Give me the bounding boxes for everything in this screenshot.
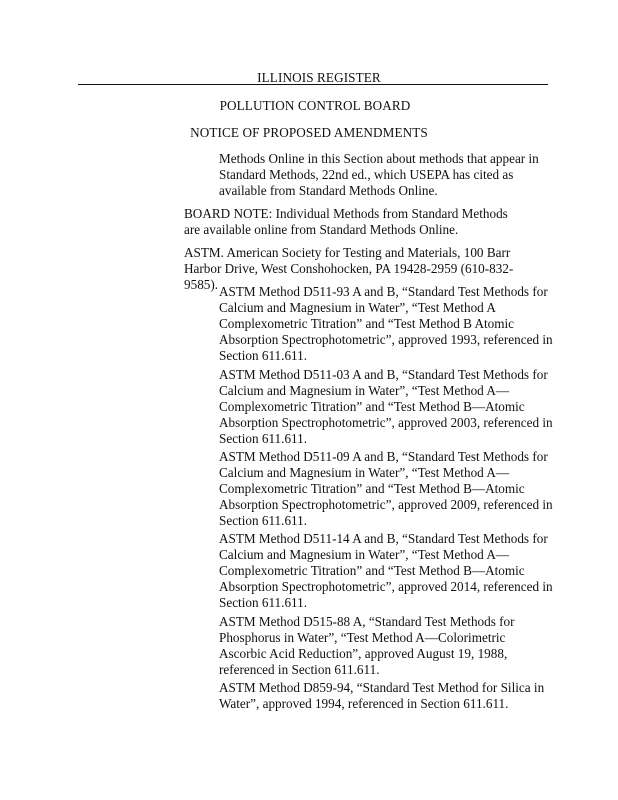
intro-paragraph: Methods Online in this Section about methods that appear in Standard Methods, 22nd ed., which USEPA has cited as available from Standard Methods Online. bbox=[219, 151, 539, 198]
notice-title: NOTICE OF PROPOSED AMENDMENTS bbox=[190, 125, 428, 140]
astm-entry: ASTM Method D511-14 A and B, “Standard Test Methods for Calcium and Magnesium in Water”, “Test Method A—Complexometric Titration” and “Test Method B—Atomic Absorption Spectrophotometric”, approved 2014, referenced in Section 611.611. bbox=[219, 531, 553, 610]
astm-entry: ASTM Method D511-93 A and B, “Standard Test Methods for Calcium and Magnesium in Water”, “Test Method A Complexometric Titration” and “Test Method B Atomic Absorption Spectrophotometric”, approved 1993, referenced in Section 611.611. bbox=[219, 284, 553, 363]
astm-entry: ASTM Method D511-09 A and B, “Standard Test Methods for Calcium and Magnesium in Water”, “Test Method A—Complexometric Titration” and “Test Method B—Atomic Absorption Spectrophotometric”, approved 2009, referenced in Section 611.611. bbox=[219, 449, 553, 528]
board-name: POLLUTION CONTROL BOARD bbox=[219, 98, 411, 113]
register-title: ILLINOIS REGISTER bbox=[257, 70, 381, 85]
board-note: BOARD NOTE: Individual Methods from Standard Methods are available online from Standard Methods Online. bbox=[184, 206, 508, 237]
astm-entry: ASTM Method D515-88 A, “Standard Test Methods for Phosphorus in Water”, “Test Method A—Colorimetric Ascorbic Acid Reduction”, approved August 19, 1988, referenced in Section 611.611. bbox=[219, 614, 515, 677]
astm-intro: ASTM. American Society for Testing and Materials, 100 Barr Harbor Drive, West Conshohocken, PA 19428-2959 (610-832-9585). bbox=[184, 245, 514, 292]
astm-entry: ASTM Method D859-94, “Standard Test Method for Silica in Water”, approved 1994, referenced in Section 611.611. bbox=[219, 680, 545, 711]
astm-entry: ASTM Method D511-03 A and B, “Standard Test Methods for Calcium and Magnesium in Water”, “Test Method A—Complexometric Titration” and “Test Method B—Atomic Absorption Spectrophotometric”, approved 2003, referenced in Section 611.611. bbox=[219, 367, 553, 446]
